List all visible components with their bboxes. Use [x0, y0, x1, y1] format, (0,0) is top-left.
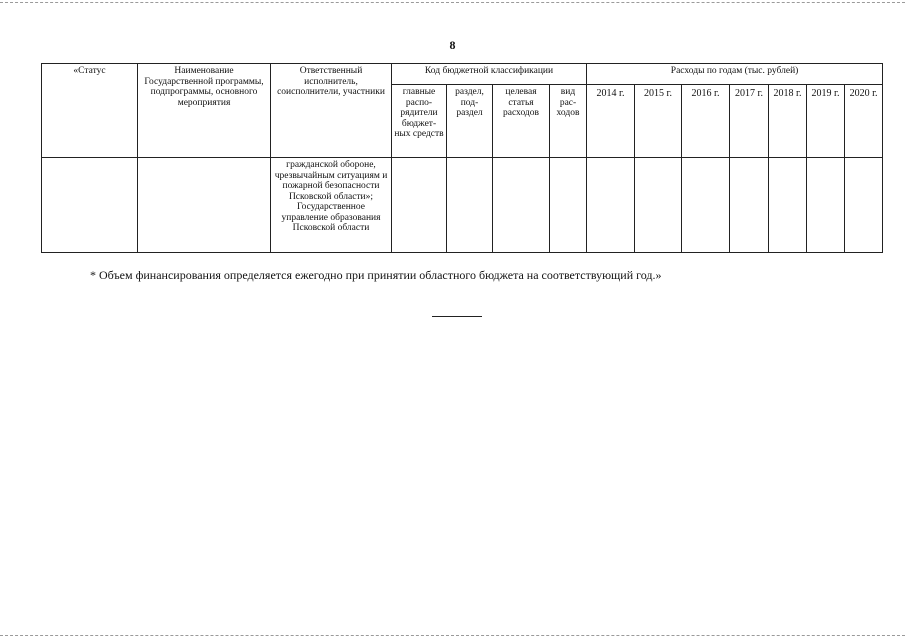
footnote: * Объем финансирования определяется ежегодно при принятии областного бюджета на соответствующий год.»: [90, 268, 662, 282]
cell-year-2018: [769, 158, 807, 253]
header-responsible: Ответственный исполнитель, соисполнители, участники: [271, 64, 392, 158]
top-scan-edge: [0, 2, 905, 3]
cell-responsible: гражданской обороне, чрезвычайным ситуациям и пожарной безопасности Псковской области»; Государственное управление образования Псковской области: [271, 158, 392, 253]
cell-year-2019: [807, 158, 845, 253]
page-number: 8: [449, 38, 456, 52]
cell-section: [447, 158, 493, 253]
header-year-2018: 2018 г.: [769, 85, 807, 158]
header-year-2017: 2017 г.: [730, 85, 769, 158]
header-year-2015: 2015 г.: [635, 85, 682, 158]
cell-year-2014: [587, 158, 635, 253]
cell-year-2016: [682, 158, 730, 253]
header-budget-admins: главные распо-рядители бюджет-ных средств: [392, 85, 447, 158]
cell-budget-admins: [392, 158, 447, 253]
cell-status: [42, 158, 138, 253]
header-year-2020: 2020 г.: [845, 85, 883, 158]
budget-table: [41, 63, 883, 253]
header-expense-type: вид рас-ходов: [550, 85, 587, 158]
cell-target-article: [493, 158, 550, 253]
end-divider-line: [432, 316, 482, 317]
header-program-name: Наименование Государственной программы, подпрограммы, основного мероприятия: [138, 64, 271, 158]
cell-year-2015: [635, 158, 682, 253]
header-row-1: [42, 64, 883, 85]
header-year-2016: 2016 г.: [682, 85, 730, 158]
header-year-2019: 2019 г.: [807, 85, 845, 158]
header-budget-code: Код бюджетной классификации: [392, 64, 587, 85]
cell-year-2020: [845, 158, 883, 253]
header-target-article: целевая статья расходов: [493, 85, 550, 158]
cell-expense-type: [550, 158, 587, 253]
cell-program-name: [138, 158, 271, 253]
header-section: раздел, под-раздел: [447, 85, 493, 158]
cell-year-2017: [730, 158, 769, 253]
table-row: [42, 158, 883, 253]
header-status: «Статус: [42, 64, 138, 158]
bottom-scan-edge: [0, 635, 905, 636]
header-year-2014: 2014 г.: [587, 85, 635, 158]
header-expenses-by-year: Расходы по годам (тыс. рублей): [587, 64, 883, 85]
